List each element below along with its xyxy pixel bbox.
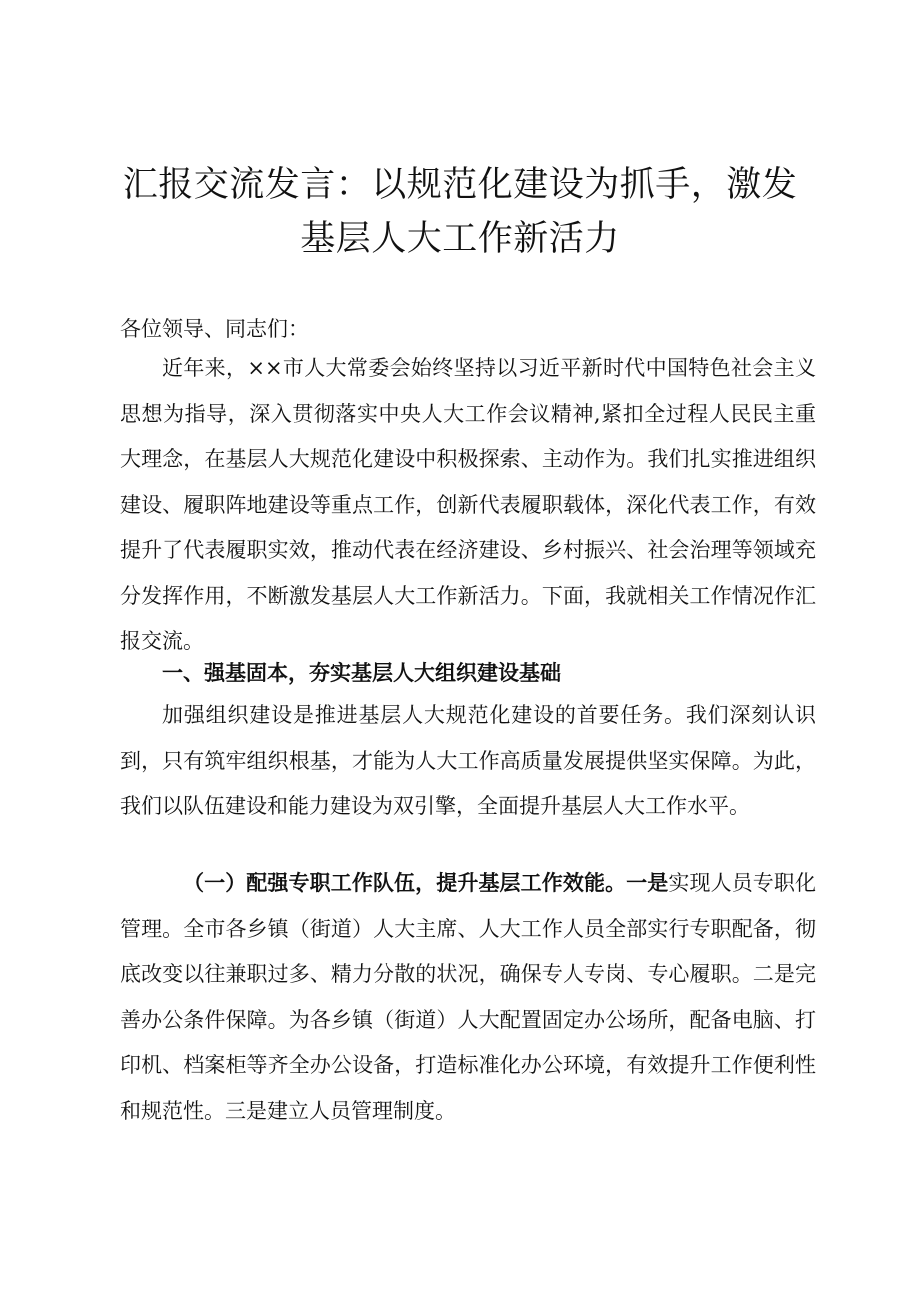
paragraph-subsection-1 xyxy=(120,860,816,1134)
subsection-lead-1: 一是 xyxy=(626,870,669,895)
greeting: 各位领导、同志们： xyxy=(120,317,309,341)
section-heading-1: 一、强基固本，夯实基层人大组织建设基础 xyxy=(162,660,561,685)
paragraph-section-1: 加强组织建设是推进基层人大规范化建设的首要任务。我们深刻认识到，只有筑牢组织根基，才能为人大工作高质量发展提供坚实保障。为此，我们以队伍建设和能力建设为双引擎，全面提升基层人大工作水平。 xyxy=(120,703,816,818)
subsection-heading-1: （一）配强专职工作队伍，提升基层工作效能。 xyxy=(183,870,627,895)
paragraph-intro: 近年来，××市人大常委会始终坚持以习近平新时代中国特色社会主义思想为指导，深入贯彻落实中央人大工作会议精神,紧扣全过程人民民主重大理念，在基层人大规范化建设中积极探索、主动作为。我们扎实推进组织建设、履职阵地建设等重点工作，创新代表履职载体，深化代表工作，有效提升了代表履职实效，推动代表在经济建设、乡村振兴、社会治理等领域充分发挥作用，不断激发基层人大工作新活力。下面，我就相关工作情况作汇报交流。 xyxy=(120,356,816,653)
subsection-body-1: 实现人员专职化管理。全市各乡镇（街道）人大主席、人大工作人员全部实行专职配备，彻底改变以往兼职过多、精力分散的状况，确保专人专岗、专心履职。二是完善办公条件保障。为各乡镇（街道）人大配置固定办公场所，配备电脑、打印机、档案柜等齐全办公设备，打造标准化办公环境，有效提升工作便利性和规范性。三是建立人员管理制度。 xyxy=(120,871,817,1123)
document-title: 汇报交流发言：以规范化建设为抓手，激发基层人大工作新活力 xyxy=(122,165,798,259)
